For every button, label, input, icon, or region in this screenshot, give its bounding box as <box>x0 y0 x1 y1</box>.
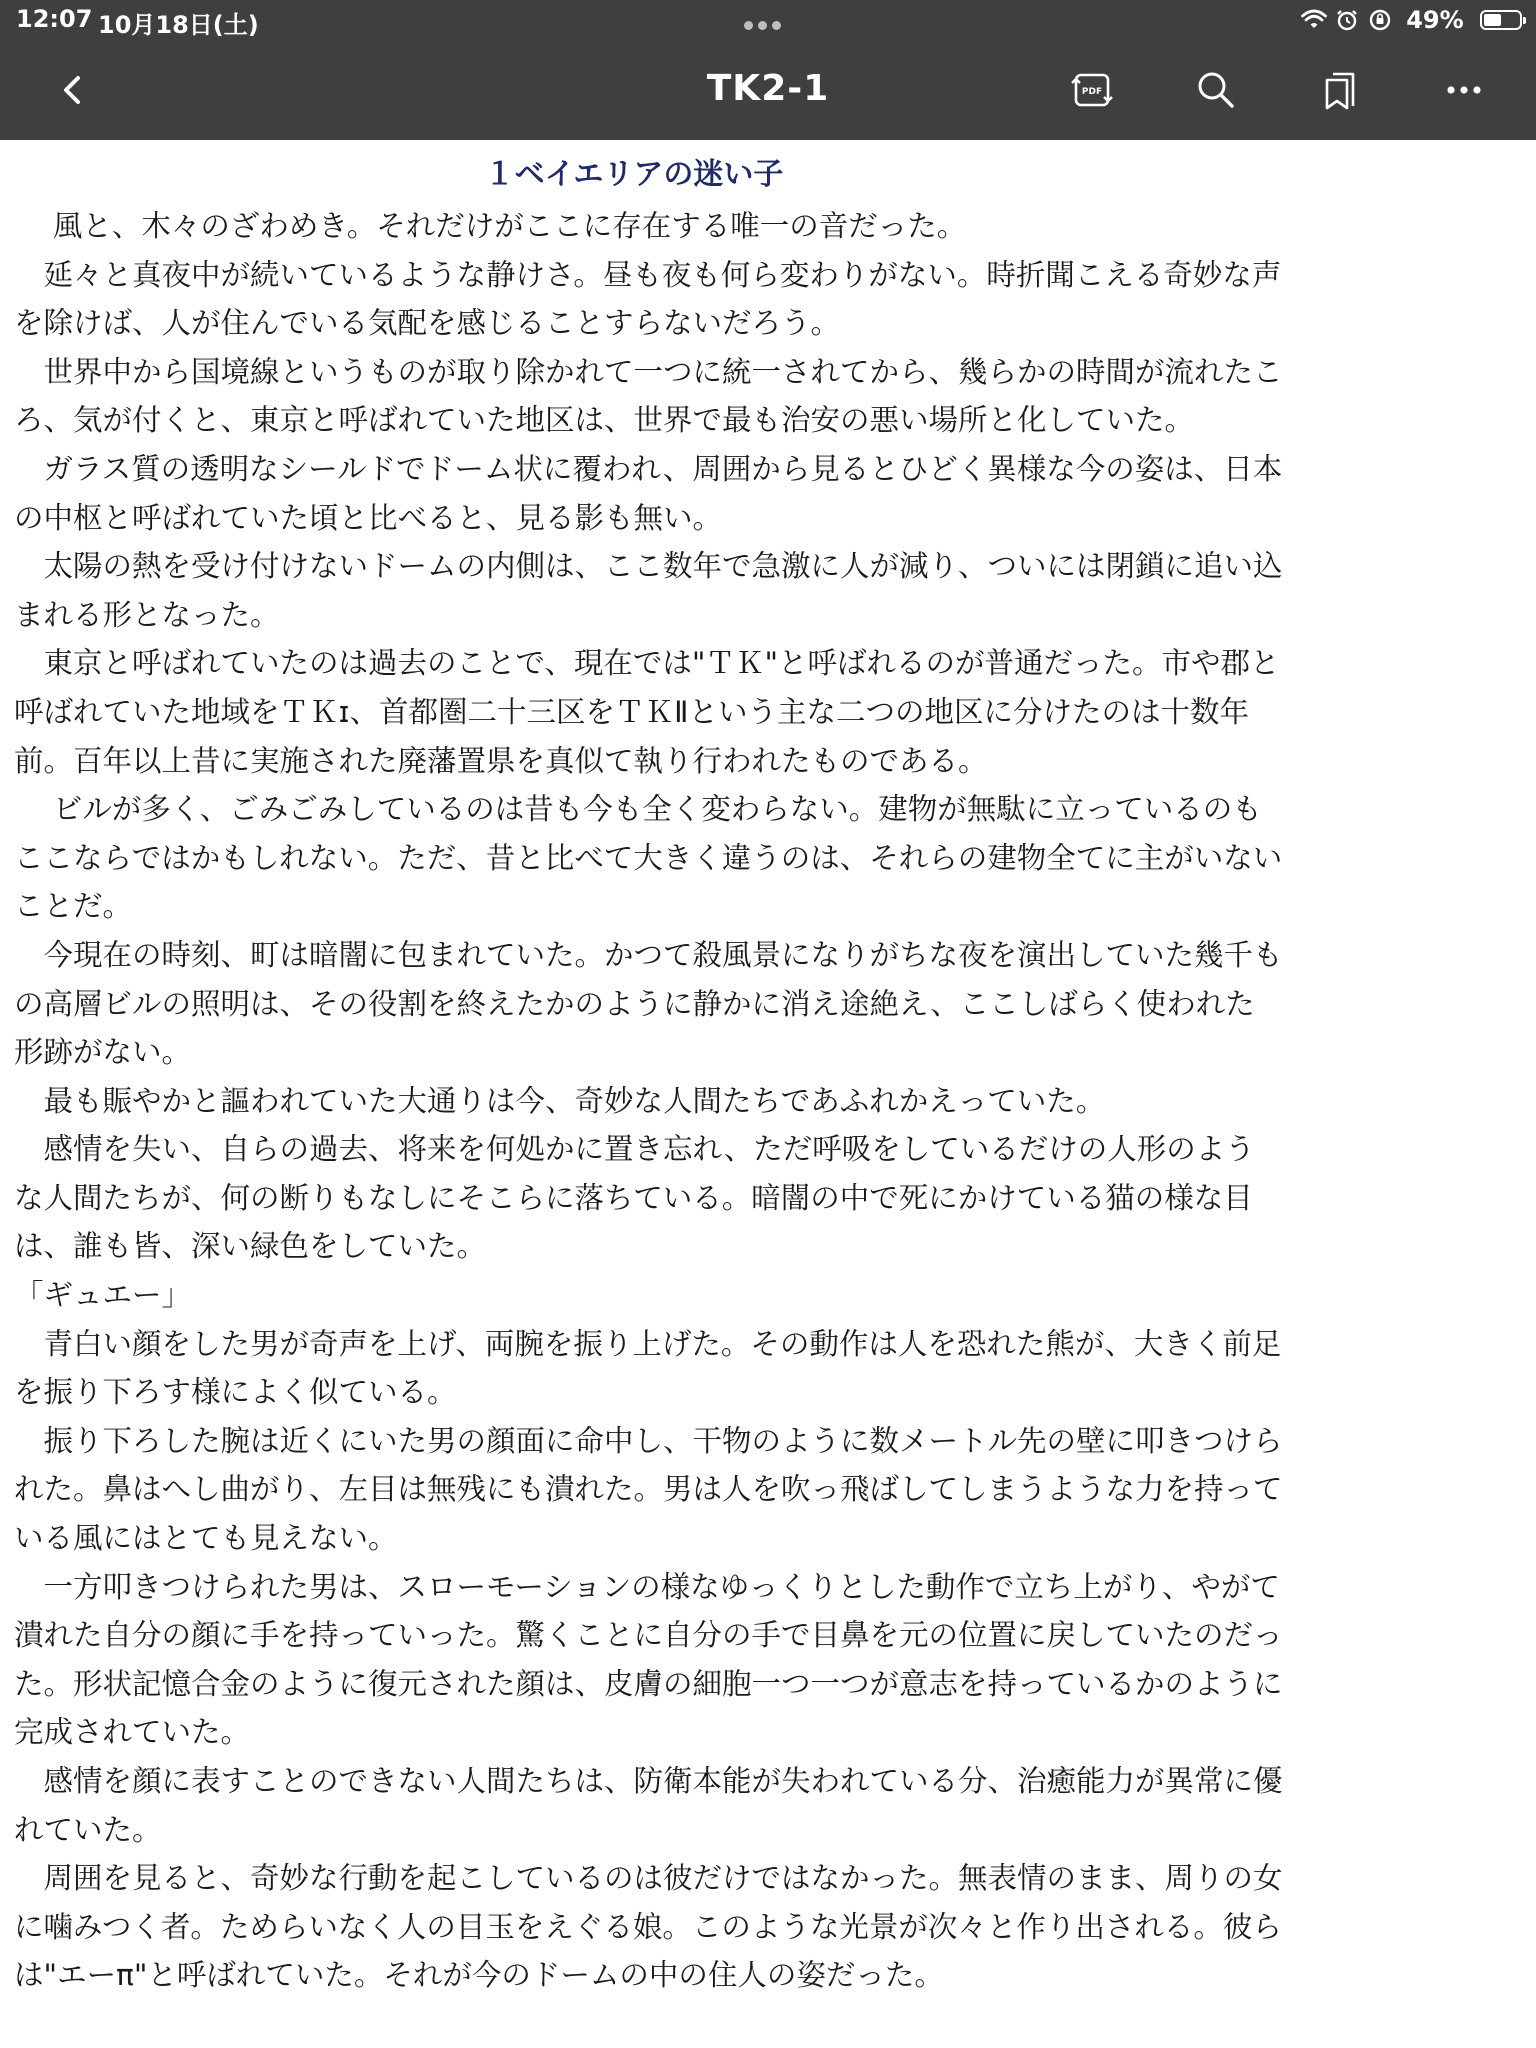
status-date: 10月18日(土) <box>98 11 259 39</box>
navigation-bar <box>0 40 1536 140</box>
document-title: TK2-1 <box>706 68 830 109</box>
paragraph: 一方叩きつけられた男は、スローモーションの様なゆっくりとした動作で立ち上がり、やがて潰れた自分の顔に手を持っていった。驚くことに自分の手で目鼻を元の位置に戻していたのだった。形状記憶合金のように復元された顔は、皮膚の細胞一つ一つが意志を持っているかのように完成されていた。 <box>14 1569 1283 1750</box>
paragraph: 最も賑やかと謳われていた大通りは今、奇妙な人間たちであふれかえっていた。 <box>14 1083 1106 1118</box>
bookmarks-icon <box>1319 68 1361 112</box>
paragraph: ガラス質の透明なシールドでドーム状に覆われ、周囲から見るとひどく異様な今の姿は、日本の中枢と呼ばれていた頃と比べると、見る影も無い。 <box>14 451 1283 535</box>
battery-fill <box>1484 14 1501 26</box>
battery-percent: 49% <box>1406 6 1464 34</box>
paragraph: ビルが多く、ごみごみしているのは昔も今も全く変わらない。建物が無駄に立っているのもここならではかもしれない。ただ、昔と比べて大きく違うのは、それらの建物全てに主がいないことだ。 <box>14 792 1283 924</box>
paragraph: 周囲を見ると、奇妙な行動を起こしているのは彼だけではなかった。無表情のまま、周りの女に噛みつく者。ためらいなく人の目玉をえぐる娘。このような光景が次々と作り出される。彼らは"エーπ"と呼ばれていた。それが今のドームの中の住人の姿だった。 <box>14 1861 1283 1993</box>
pdf-convert-button[interactable] <box>1060 58 1124 122</box>
paragraph: 今現在の時刻、町は暗闇に包まれていた。かつて殺風景になりがちな夜を演出していた幾千もの高層ビルの照明は、その役割を終えたかのように静かに消え途絶え、ここしばらく使われた形跡がない。 <box>14 937 1283 1070</box>
status-right-group <box>1301 5 1522 37</box>
more-button[interactable] <box>1432 58 1496 122</box>
orientation-lock-icon <box>1368 8 1392 32</box>
bookmarks-button[interactable] <box>1308 58 1372 122</box>
wifi-icon <box>1301 9 1327 31</box>
chapter-title: １ベイエリアの迷い子 <box>484 157 784 192</box>
document-page <box>14 140 1284 2048</box>
document-body <box>14 202 1284 2000</box>
svg-text:PDF: PDF <box>1081 87 1103 97</box>
paragraph: 風と、木々のざわめき。それだけがここに存在する唯一の音だった。 <box>14 209 967 243</box>
multitasking-dots-icon[interactable] <box>744 8 792 28</box>
search-button[interactable] <box>1184 58 1248 122</box>
more-icon <box>1443 83 1485 97</box>
paragraph: 世界中から国境線というものが取り除かれて一つに統一されてから、幾らかの時間が流れたころ、気が付くと、東京と呼ばれていた地区は、世界で最も治安の悪い場所と化していた。 <box>14 354 1283 438</box>
search-icon <box>1195 69 1237 111</box>
battery-icon <box>1480 10 1522 30</box>
alarm-icon <box>1335 8 1359 32</box>
paragraph: 感情を顔に表すことのできない人間たちは、防衛本能が失われている分、治癒能力が異常に優れていた。 <box>14 1764 1283 1847</box>
paragraph: 延々と真夜中が続いているような静けさ。昼も夜も何ら変わりがない。時折聞こえる奇妙な声を除けば、人が住んでいる気配を感じることすらないだろう。 <box>14 257 1282 341</box>
paragraph: 青白い顔をした男が奇声を上げ、両腕を振り上げた。その動作は人を恐れた熊が、大きく前足を振り下ろす様によく似ている。 <box>14 1326 1282 1410</box>
paragraph: 太陽の熱を受け付けないドームの内側は、ここ数年で急激に人が減り、ついには閉鎖に追い込まれる形となった。 <box>14 549 1283 632</box>
paragraph: 振り下ろした腕は近くにいた男の顔面に命中し、干物のように数メートル先の壁に叩きつけられた。鼻はへし曲がり、左目は無残にも潰れた。男は人を吹っ飛ばしてしまうような力を持っている風にはとても見えない。 <box>14 1423 1283 1556</box>
paragraph: 「ギュエー」 <box>14 1278 192 1313</box>
pdf-convert-icon <box>1069 67 1115 113</box>
paragraph: 東京と呼ばれていたのは過去のことで、現在では"ＴＫ"と呼ばれるのが普通だった。市や郡と呼ばれていた地域をＴＫɪ、首都圏二十三区をＴＫⅡという主な二つの地区に分けたのは十数年前。百年以上昔に実施された廃藩置県を真似て執り行われたものである。 <box>14 646 1280 778</box>
status-time: 12:07 <box>16 5 93 33</box>
paragraph: 感情を失い、自らの過去、将来を何処かに置き忘れ、ただ呼吸をしているだけの人形のような人間たちが、何の断りもなしにそこらに落ちている。暗闇の中で死にかけている猫の様な目は、誰も皆、深い緑色をしていた。 <box>14 1132 1255 1264</box>
status-bar <box>0 0 1536 40</box>
top-bar <box>0 0 1536 140</box>
